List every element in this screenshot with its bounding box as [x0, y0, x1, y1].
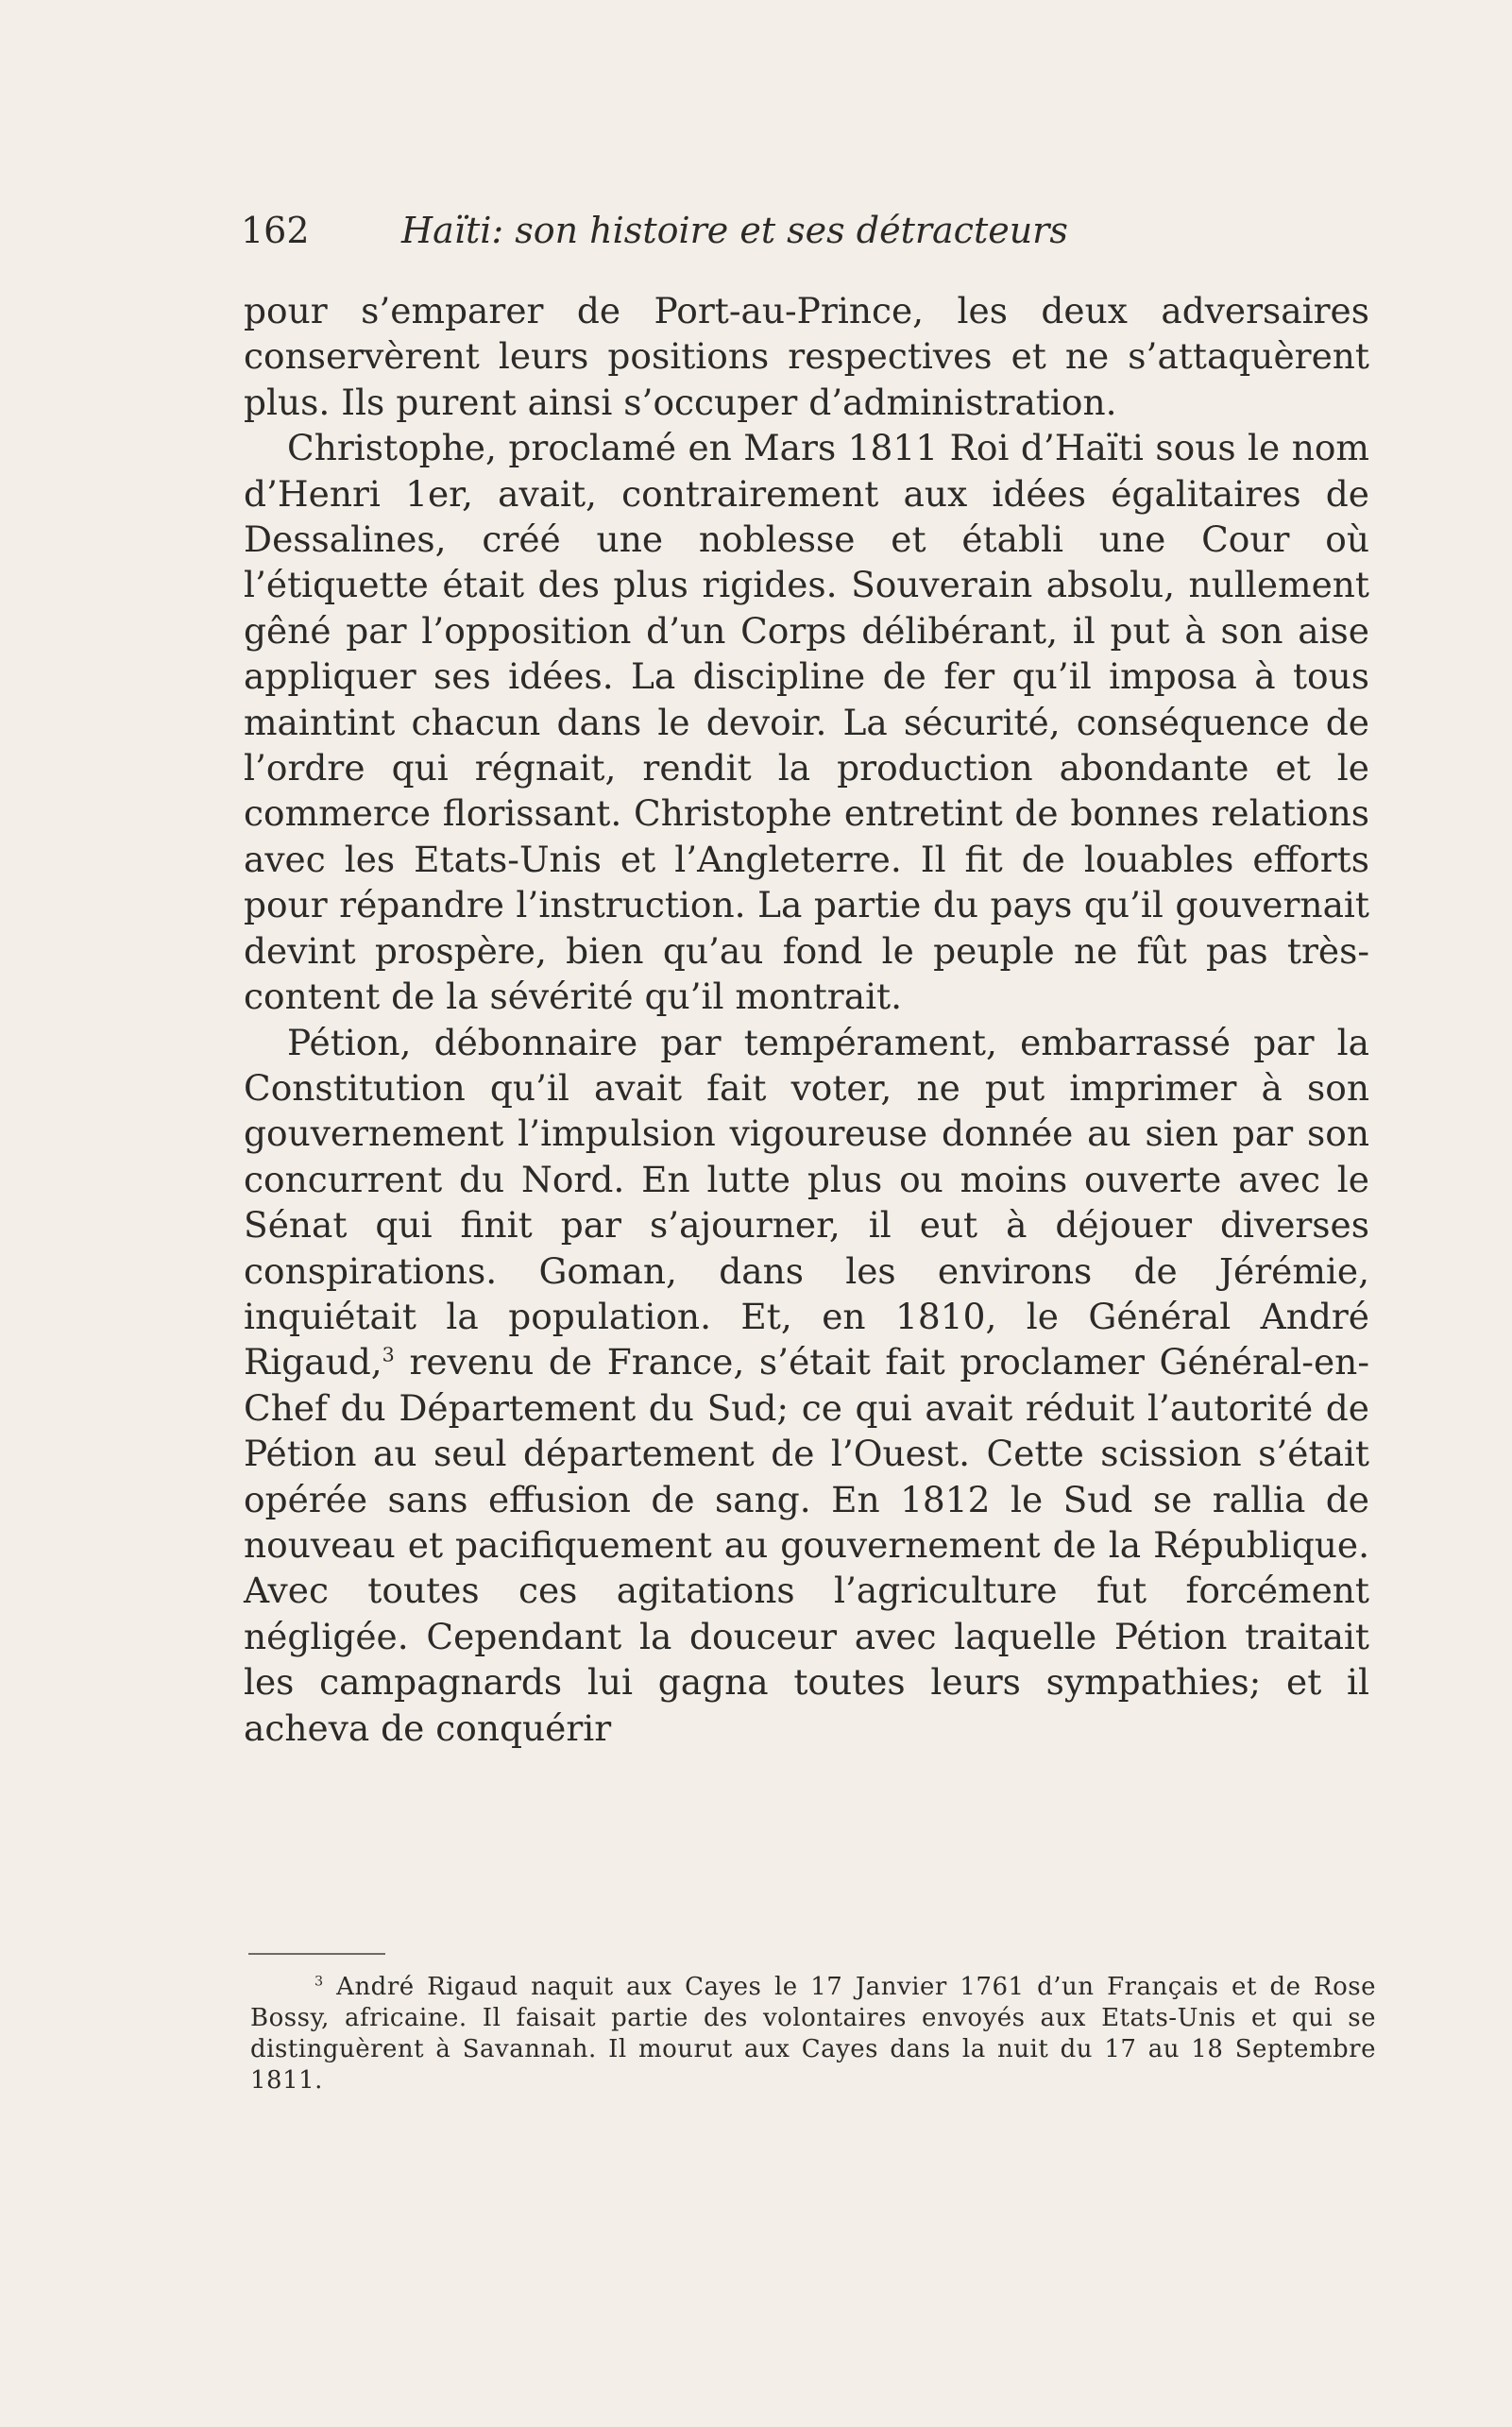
body-text — [244, 288, 1369, 1751]
paragraph-2: Christophe, proclamé en Mars 1811 Roi d’Haïti sous le nom d’Henri 1er, avait, contrairement aux idées égalitaires de Dessalines, créé une noblesse et établi une Cour où l’étiquette était des plus rigides. Souverain absolu, nullement gêné par l’opposition d’un Corps délibérant, il put à son aise appliquer ses idées. La discipline de fer qu’il imposa à tous maintint chacun dans le devoir. La sécurité, conséquence de l’ordre qui régnait, rendit la production abondante et le commerce florissant. Christophe entretint de bonnes relations avec les Etats-Unis et l’Angleterre. Il fit de louables efforts pour répandre l’instruction. La partie du pays qu’il gouvernait devint prospère, bien qu’au fond le peuple ne fût pas très-content de la sévérité qu’il montrait. — [244, 427, 1369, 1018]
paragraph-3-text-start: Pétion, débonnaire par tempérament, embarrassé par la Constitution qu’il avait fait voter, ne put imprimer à son gouvernement l’impulsion vigoureuse donnée au sien par son concurrent du Nord. En lutte plus ou moins ouverte avec le Sénat qui finit par s’ajourner, il eut à déjouer diverses conspirations. Goman, dans les environs de Jérémie, inquiétait la population. Et, en 1810, le Général André Rigaud, — [244, 1021, 1369, 1383]
footnote-reference: 3 — [382, 1343, 395, 1366]
footnote — [250, 1972, 1376, 2096]
footnote-divider — [248, 1953, 385, 1955]
running-title: Haïti: son histoire et ses détracteurs — [401, 210, 1068, 251]
paragraph-3-text-end: revenu de France, s’était fait proclamer Général-en-Chef du Département du Sud; ce qui avait réduit l’autorité de Pétion au seul département de l’Ouest. Cette scission s’était opérée sans effusion de sang. En 1812 le Sud se rallia de nouveau et pacifiquement au gouvernement de la République. Avec toutes ces agitations l’agriculture fut forcément négligée. Cependant la douceur avec laquelle Pétion traitait les campagnards lui gagna toutes leurs sympathies; et il acheva de conquérir — [244, 1341, 1369, 1749]
footnote-text: André Rigaud naquit aux Cayes le 17 Janvier 1761 d’un Français et de Rose Bossy, africaine. Il faisait partie des volontaires envoyés aux Etats-Unis et qui se distinguèrent à Savannah. Il mourut aux Cayes dans la nuit du 17 au 18 Septembre 1811. — [250, 1973, 1376, 2095]
page-number: 162 — [241, 210, 310, 251]
paragraph-1: pour s’emparer de Port-au-Prince, les deux adversaires conservèrent leurs positions respectives et ne s’attaquèrent plus. Ils purent ainsi s’occuper d’administration. — [244, 290, 1369, 423]
page-header — [241, 210, 1374, 266]
paragraph-3 — [244, 1020, 1369, 1752]
footnote-marker: 3 — [314, 1974, 324, 1990]
